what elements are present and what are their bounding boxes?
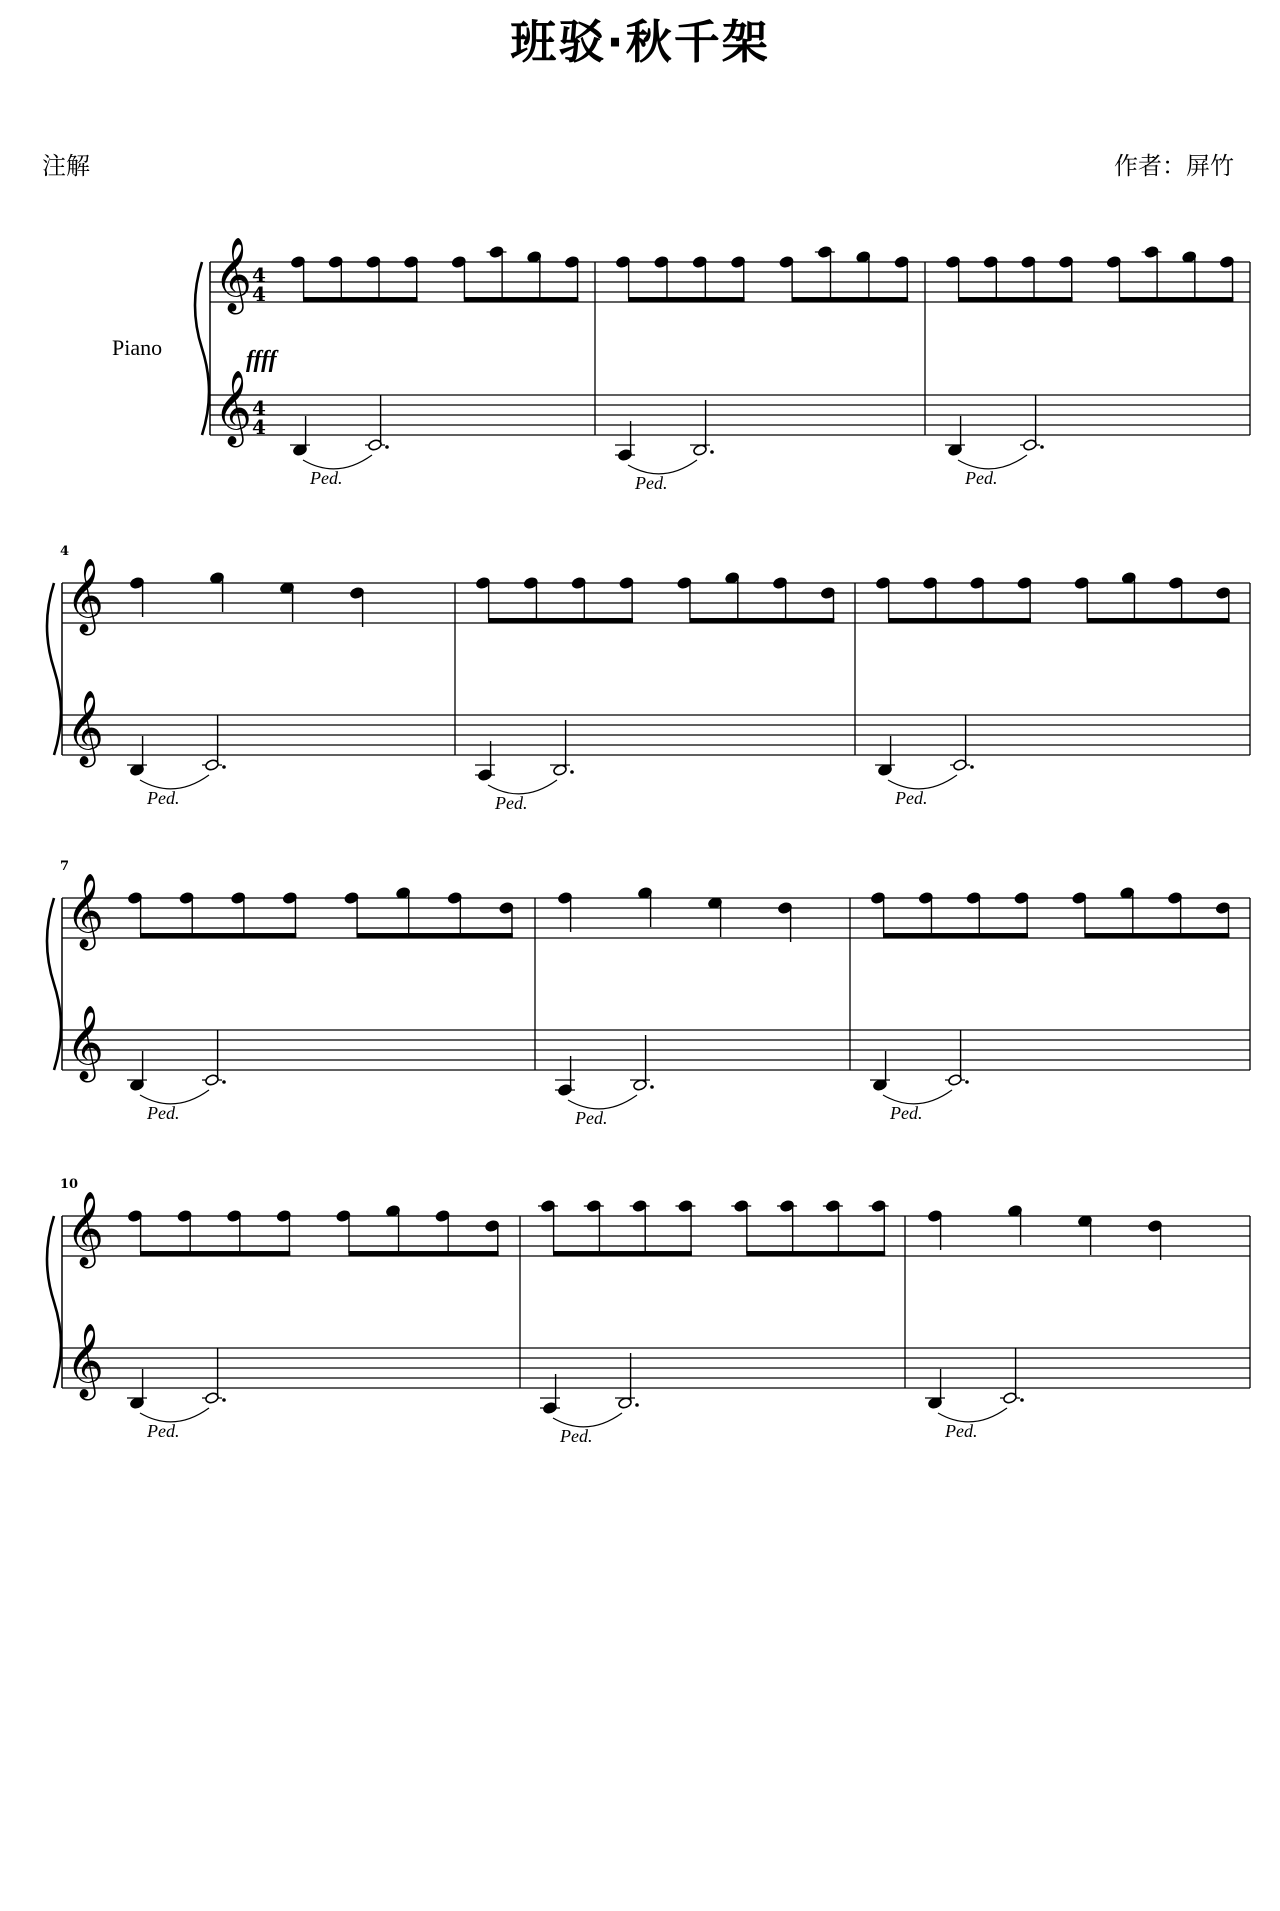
treble-measure — [128, 887, 514, 938]
bass-measure — [615, 400, 714, 493]
pedal-mark: Ped. — [635, 473, 668, 493]
dotted-note-dot — [635, 1403, 639, 1407]
beam — [689, 618, 834, 623]
pedal-mark: Ped. — [890, 1103, 923, 1123]
beam — [303, 297, 418, 302]
brace — [195, 262, 209, 435]
bass-measure — [925, 1348, 1024, 1441]
bass-measure — [945, 395, 1044, 488]
dotted-note-dot — [965, 1080, 969, 1084]
beam — [958, 297, 1073, 302]
treble-clef-icon: 𝄞 — [66, 691, 104, 765]
bass-measure — [475, 720, 574, 813]
pedal-mark: Ped. — [945, 1421, 978, 1441]
beam — [356, 933, 512, 938]
tie — [488, 780, 557, 794]
brace — [47, 583, 61, 755]
note-label: 注解 — [42, 152, 90, 180]
dynamic-marking: ffff — [246, 347, 277, 373]
treble-measure — [476, 572, 836, 623]
tie — [883, 1090, 952, 1104]
dotted-note-dot — [385, 445, 389, 449]
brace — [47, 1216, 61, 1388]
measure-number: 7 — [60, 859, 70, 874]
bass-measure — [127, 1030, 226, 1123]
instrument-label: Piano — [112, 335, 163, 360]
treble-clef-icon: 𝄞 — [66, 1324, 104, 1398]
beam — [348, 1251, 498, 1256]
bass-measure — [870, 1030, 969, 1123]
dotted-note-dot — [650, 1085, 654, 1089]
tie — [140, 775, 209, 789]
time-signature-bottom: 4 — [252, 415, 266, 439]
bass-measure — [875, 715, 974, 808]
pedal-mark: Ped. — [495, 793, 528, 813]
bass-measure — [555, 1035, 654, 1128]
beam — [553, 1251, 692, 1256]
treble-clef-icon: 𝄞 — [66, 1192, 104, 1266]
beam — [1087, 618, 1230, 623]
pedal-mark: Ped. — [310, 468, 343, 488]
tie — [140, 1090, 209, 1104]
beam — [140, 933, 296, 938]
treble-measure — [538, 1200, 889, 1256]
dotted-note-dot — [970, 765, 974, 769]
treble-measure — [876, 572, 1231, 623]
treble-measure — [128, 1205, 500, 1256]
dotted-note-dot — [222, 1080, 226, 1084]
beam — [883, 933, 1028, 938]
treble-measure — [928, 1205, 1163, 1260]
composer-credit: 作者：屏竹 — [1114, 152, 1234, 180]
treble-clef-icon: 𝄞 — [214, 371, 252, 445]
beam — [746, 1251, 885, 1256]
system-4 — [47, 1177, 1250, 1446]
time-signature-top: 4 — [252, 396, 266, 420]
pedal-mark: Ped. — [147, 1421, 180, 1441]
beam — [1119, 297, 1234, 302]
score-systems — [47, 238, 1250, 1446]
treble-clef-icon: 𝄞 — [214, 238, 252, 312]
tie — [628, 460, 697, 474]
tie — [568, 1095, 637, 1109]
time-signature-top: 4 — [252, 263, 266, 287]
system-3 — [47, 859, 1250, 1128]
bass-measure — [127, 1348, 226, 1441]
pedal-mark: Ped. — [965, 468, 998, 488]
tie — [303, 455, 372, 469]
tie — [888, 775, 957, 789]
bass-measure — [127, 715, 226, 808]
tie — [140, 1408, 209, 1422]
tie — [938, 1408, 1007, 1422]
beam — [488, 618, 633, 623]
beam — [792, 297, 909, 302]
treble-measure — [291, 246, 580, 302]
dotted-note-dot — [222, 1398, 226, 1402]
pedal-mark: Ped. — [147, 1103, 180, 1123]
dotted-note-dot — [570, 770, 574, 774]
dotted-note-dot — [222, 765, 226, 769]
beam — [888, 618, 1031, 623]
bass-measure — [290, 395, 389, 488]
beam — [140, 1251, 290, 1256]
beam — [464, 297, 579, 302]
dotted-note-dot — [1020, 1398, 1024, 1402]
measure-number: 10 — [60, 1177, 79, 1192]
beam — [628, 297, 745, 302]
brace — [47, 898, 61, 1070]
pedal-mark: Ped. — [147, 788, 180, 808]
system-1 — [195, 238, 1250, 493]
score-title: 班驳·秋千架 — [510, 15, 770, 69]
dotted-note-dot — [710, 450, 714, 454]
pedal-mark: Ped. — [575, 1108, 608, 1128]
treble-clef-icon: 𝄞 — [66, 559, 104, 633]
bass-measure — [540, 1353, 639, 1446]
treble-measure — [946, 246, 1235, 302]
treble-clef-icon: 𝄞 — [66, 1006, 104, 1080]
treble-measure — [871, 887, 1231, 938]
dotted-note-dot — [1040, 445, 1044, 449]
beam — [1084, 933, 1229, 938]
system-2 — [47, 544, 1250, 813]
time-signature-bottom: 4 — [252, 282, 266, 306]
pedal-mark: Ped. — [895, 788, 928, 808]
measure-number: 4 — [60, 544, 70, 559]
pedal-mark: Ped. — [560, 1426, 593, 1446]
treble-measure — [558, 887, 793, 942]
treble-clef-icon: 𝄞 — [66, 874, 104, 948]
treble-measure — [616, 246, 909, 302]
treble-measure — [130, 572, 365, 627]
tie — [553, 1413, 622, 1427]
tie — [958, 455, 1027, 469]
